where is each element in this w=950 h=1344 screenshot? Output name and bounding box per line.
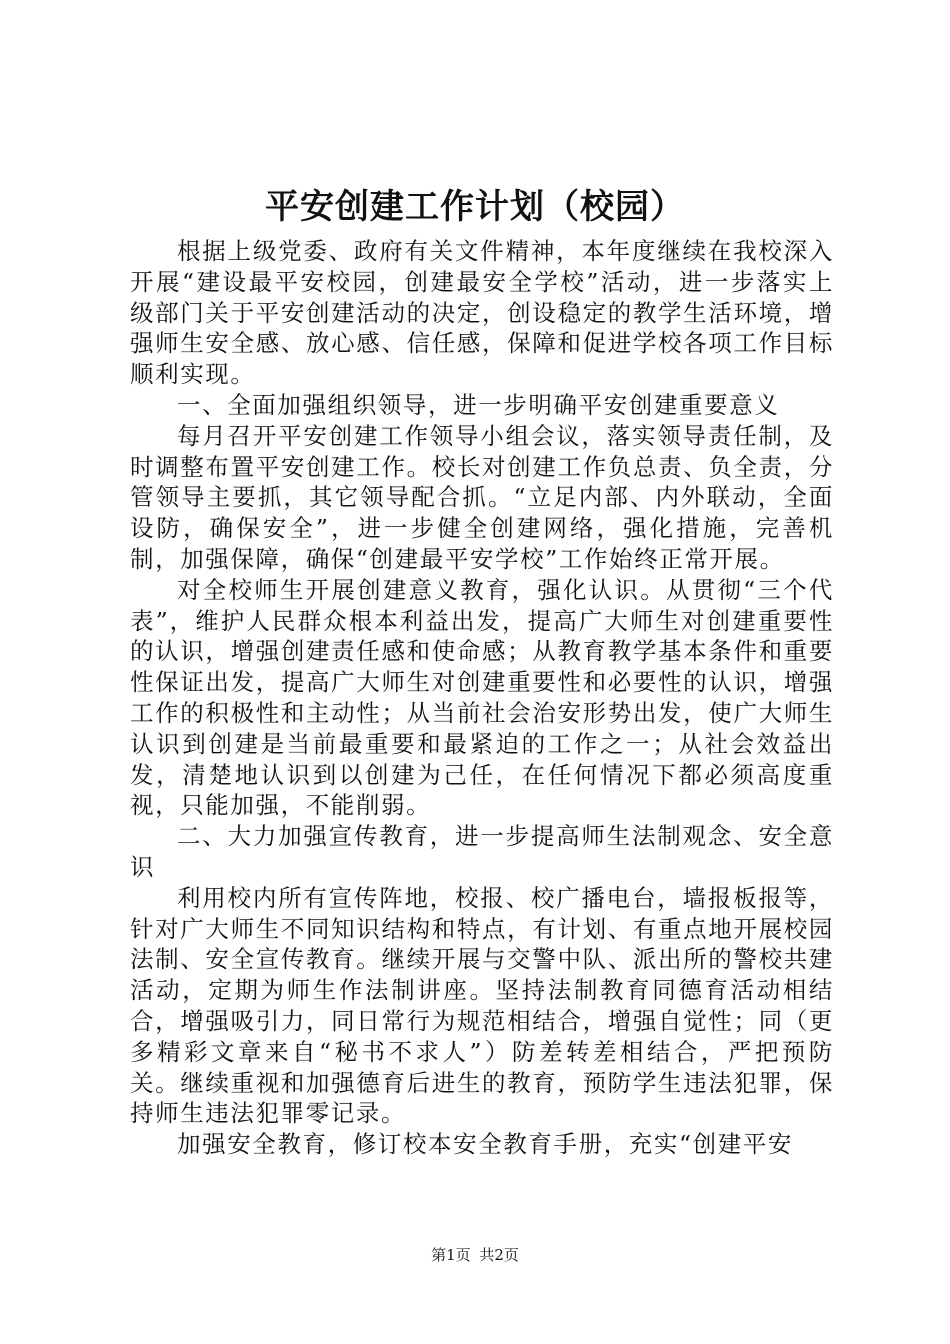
paragraph-3: 利用校内所有宣传阵地，校报、校广播电台，墙报板报等，针对广大师生不同知识结构和特点，有计划、有重点地开展校园法制、安全宣传教育。继续开展与交警中队、派出所的警校共建活动，定期为师生作法制讲座。坚持法制教育同德育活动相结合，增强吸引力，同日常行为规范相结合，增强自觉性；同（更多精彩文章来自“秘书不求人”）防差转差相结合，严把预防关。继续重视和加强德育后进生的教育，预防学生违法犯罪，保持师生违法犯罪零记录。 (130, 883, 834, 1128)
page-total: 共2页 (479, 1246, 519, 1264)
paragraph-1: 每月召开平安创建工作领导小组会议，落实领导责任制，及时调整布置平安创建工作。校长对创建工作负总责、负全责，分管领导主要抓，其它领导配合抓。“立足内部、内外联动，全面设防，确保安全”，进一步健全创建网络，强化措施，完善机制，加强保障，确保“创建最平安学校”工作始终正常开展。 (130, 421, 834, 573)
section-heading-1: 一、全面加强组织领导，进一步明确平安创建重要意义 (177, 390, 780, 419)
page-number: 第1页 (431, 1246, 471, 1264)
paragraph-4: 加强安全教育，修订校本安全教育手册，充实“创建平安 (177, 1130, 794, 1159)
document-body (130, 236, 834, 1160)
section-heading-2: 二、大力加强宣传教育，进一步提高师生法制观念、安全意识 (130, 822, 834, 881)
document-title: 平安创建工作计划（校园） (265, 187, 685, 227)
paragraph-2: 对全校师生开展创建意义教育，强化认识。从贯彻“三个代表”，维护人民群众根本利益出发，提高广大师生对创建重要性的认识，增强创建责任感和使命感；从教育教学基本条件和重要性保证出发，提高广大师生对创建重要性和必要性的认识，增强工作的积极性和主动性；从当前社会治安形势出发，使广大师生认识到创建是当前最重要和最紧迫的工作之一；从社会效益出发，清楚地认识到以创建为己任，在任何情况下都必须高度重视，只能加强，不能削弱。 (130, 575, 834, 820)
page-footer (0, 1245, 950, 1265)
paragraph-intro: 根据上级党委、政府有关文件精神，本年度继续在我校深入开展“建设最平安校园，创建最安全学校”活动，进一步落实上级部门关于平安创建活动的决定，创设稳定的教学生活环境，增强师生安全感、放心感、信任感，保障和促进学校各项工作目标顺利实现。 (130, 237, 834, 389)
